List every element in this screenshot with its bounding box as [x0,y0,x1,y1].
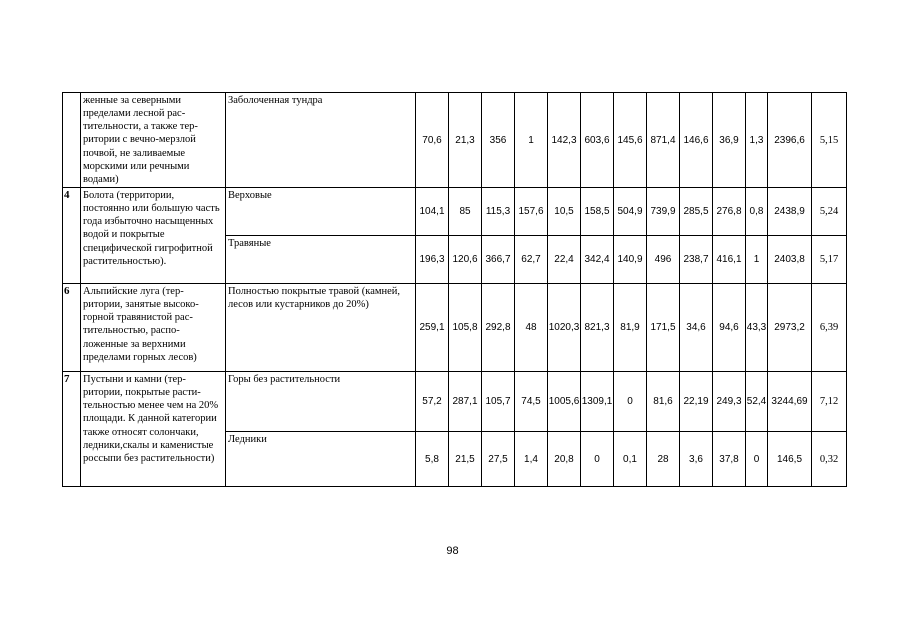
value-cell: 57,2 [416,372,449,432]
data-table-container [62,92,847,487]
average-value-cell: 5,15 [812,93,847,188]
value-cell: 81,6 [647,372,680,432]
value-cell: 145,6 [614,93,647,188]
table-row [63,188,847,236]
value-cell: 34,6 [680,284,713,372]
value-cell: 0,1 [614,432,647,487]
subtype-name: Травяные [226,236,416,284]
value-cell: 3,6 [680,432,713,487]
value-cell: 81,9 [614,284,647,372]
value-cell: 0 [614,372,647,432]
subtype-name: Горы без растительности [226,372,416,432]
value-cell: 115,3 [482,188,515,236]
value-cell: 2973,2 [768,284,812,372]
value-cell: 1 [515,93,548,188]
value-cell: 196,3 [416,236,449,284]
average-value-cell: 7,12 [812,372,847,432]
vegetation-data-table [62,92,847,487]
value-cell: 739,9 [647,188,680,236]
value-cell: 259,1 [416,284,449,372]
value-cell: 105,8 [449,284,482,372]
average-value-cell: 6,39 [812,284,847,372]
value-cell: 871,4 [647,93,680,188]
value-cell: 1020,3 [548,284,581,372]
value-cell: 366,7 [482,236,515,284]
average-value-cell: 5,24 [812,188,847,236]
value-cell: 1 [746,236,768,284]
value-cell: 603,6 [581,93,614,188]
page-number: 98 [446,545,459,557]
value-cell: 21,3 [449,93,482,188]
value-cell: 140,9 [614,236,647,284]
value-cell: 285,5 [680,188,713,236]
value-cell: 21,5 [449,432,482,487]
row-number: 7 [63,372,81,487]
row-number: 6 [63,284,81,372]
value-cell: 292,8 [482,284,515,372]
value-cell: 171,5 [647,284,680,372]
subtype-name: Ледники [226,432,416,487]
value-cell: 157,6 [515,188,548,236]
category-description: женные за северными пределами лесной рас-тительности, а также тер-ритории с вечно-мерзлой почвой, не заливаемые морскими или речными водами) [81,93,226,188]
value-cell: 821,3 [581,284,614,372]
value-cell: 287,1 [449,372,482,432]
table-row [63,93,847,188]
value-cell: 27,5 [482,432,515,487]
value-cell: 74,5 [515,372,548,432]
table-row [63,284,847,372]
average-value-cell: 5,17 [812,236,847,284]
value-cell: 28 [647,432,680,487]
value-cell: 416,1 [713,236,746,284]
value-cell: 1005,6 [548,372,581,432]
value-cell: 142,3 [548,93,581,188]
value-cell: 94,6 [713,284,746,372]
value-cell: 70,6 [416,93,449,188]
value-cell: 1,3 [746,93,768,188]
category-description: Пустыни и камни (тер-ритории, покрытые расти-тельностью менее чем на 20% площади. К данной категории также относят солончаки, ледники,скалы и каменистые россыпи без растительности) [81,372,226,487]
subtype-name: Заболоченная тундра [226,93,416,188]
value-cell: 1,4 [515,432,548,487]
value-cell: 146,6 [680,93,713,188]
value-cell: 22,4 [548,236,581,284]
value-cell: 238,7 [680,236,713,284]
value-cell: 158,5 [581,188,614,236]
subtype-name: Верховые [226,188,416,236]
table-row [63,372,847,432]
value-cell: 1309,1 [581,372,614,432]
value-cell: 48 [515,284,548,372]
value-cell: 249,3 [713,372,746,432]
row-number [63,93,81,188]
row-number: 4 [63,188,81,284]
value-cell: 3244,69 [768,372,812,432]
value-cell: 356 [482,93,515,188]
value-cell: 43,3 [746,284,768,372]
value-cell: 0 [746,432,768,487]
value-cell: 504,9 [614,188,647,236]
value-cell: 85 [449,188,482,236]
value-cell: 2403,8 [768,236,812,284]
value-cell: 22,19 [680,372,713,432]
category-description: Альпийские луга (тер-ритории, занятые высоко-горной травянистой рас-тительностью, распо-ложенные за верхними пределами горных лесов) [81,284,226,372]
value-cell: 2396,6 [768,93,812,188]
value-cell: 52,4 [746,372,768,432]
value-cell: 342,4 [581,236,614,284]
value-cell: 36,9 [713,93,746,188]
value-cell: 105,7 [482,372,515,432]
value-cell: 20,8 [548,432,581,487]
value-cell: 62,7 [515,236,548,284]
value-cell: 5,8 [416,432,449,487]
value-cell: 496 [647,236,680,284]
value-cell: 2438,9 [768,188,812,236]
value-cell: 37,8 [713,432,746,487]
value-cell: 146,5 [768,432,812,487]
average-value-cell: 0,32 [812,432,847,487]
value-cell: 276,8 [713,188,746,236]
value-cell: 104,1 [416,188,449,236]
value-cell: 10,5 [548,188,581,236]
value-cell: 0 [581,432,614,487]
category-description: Болота (территории, постоянно или большую часть года избыточно насыщенных водой и покрытые специфической гигрофитной растительностью). [81,188,226,284]
value-cell: 0,8 [746,188,768,236]
subtype-name: Полностью покрытые травой (камней, лесов или кустарников до 20%) [226,284,416,372]
value-cell: 120,6 [449,236,482,284]
